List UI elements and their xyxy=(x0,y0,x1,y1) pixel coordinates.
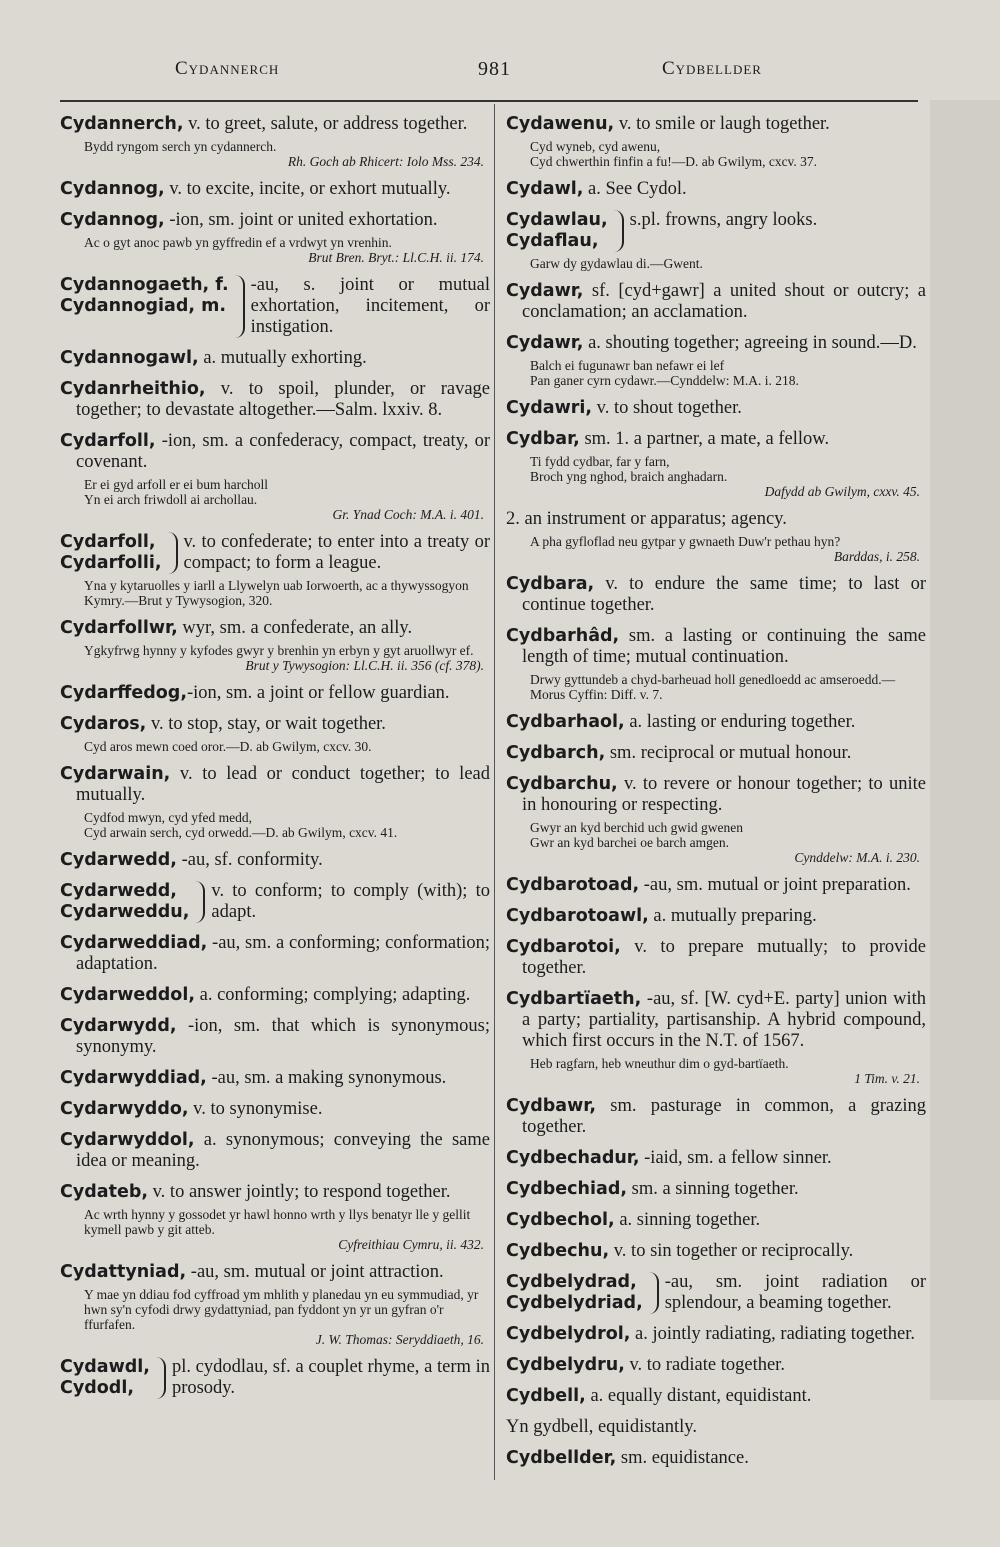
headword: Cydattyniad, xyxy=(60,1262,187,1282)
quotation-line: Drwy gyttundeb a chyd-barheuad holl genedloedd ac amseroedd.—Morus Cyffin: Diff. v. 7. xyxy=(530,672,896,702)
headword: Cydarfollwr, xyxy=(60,618,178,638)
dictionary-entry xyxy=(506,937,926,979)
headword: Cydanrheithio, xyxy=(60,379,206,399)
quotation-line: Cyd wyneb, cyd awenu, xyxy=(530,139,661,154)
quotation xyxy=(84,643,490,673)
headword: Cydbarhâd, xyxy=(506,626,620,646)
definition: v. to smile or laugh together. xyxy=(614,114,830,134)
quotation-line: Cydfod mwyn, cyd yfed medd, xyxy=(84,810,252,825)
dictionary-entry xyxy=(506,114,926,135)
headword-group xyxy=(506,1272,643,1314)
quotation-line: Pan ganer cyrn cydawr.—Cynddelw: M.A. i. 218. xyxy=(530,373,799,388)
running-header xyxy=(0,58,1000,88)
quotation-source: Brut y Tywysogion: Ll.C.H. ii. 356 (cf. 378). xyxy=(245,658,484,673)
headword: Cydannog, xyxy=(60,179,165,199)
quotation-line: Ti fydd cydbar, far y farn, xyxy=(530,454,670,469)
definition: -au, sf. [W. cyd+E. party] union with a party; partiality, partisanship. A hybrid compound, which first occurs in the N.T. of 1567. xyxy=(522,989,926,1051)
dictionary-entry xyxy=(60,1016,490,1058)
definition: sm. a lasting or continuing the same length of time; mutual continuation. xyxy=(522,626,926,667)
definition: v. to revere or honour together; to unite in honouring or respecting. xyxy=(522,774,926,815)
headword: Cydbelydrol, xyxy=(506,1324,631,1344)
headword: Cydarffedog, xyxy=(60,683,187,703)
quotation xyxy=(530,454,926,499)
definition: -au, s. joint or mutual exhortation, incitement, or instigation. xyxy=(250,275,490,337)
headword: Cydbelydrad, xyxy=(506,1272,637,1292)
brace xyxy=(154,1357,166,1399)
quotation xyxy=(84,739,490,754)
brace xyxy=(166,532,178,574)
quotation xyxy=(84,477,490,522)
definition: v. to endure the same time; to last or continue together. xyxy=(522,574,926,615)
dictionary-entry xyxy=(60,714,490,735)
quotation xyxy=(530,256,926,271)
headword: Cydbelydriad, xyxy=(506,1293,643,1313)
definition: v. to shout together. xyxy=(592,398,742,418)
quotation xyxy=(84,1287,490,1347)
quotation-line: A pha gyfloflad neu gytpar y gwnaeth Duw'r pethau hyn? xyxy=(530,534,841,549)
dictionary-entry xyxy=(506,1448,926,1469)
headword: Cydawr, xyxy=(506,333,584,353)
headword: Cydbarotoad, xyxy=(506,875,640,895)
dictionary-entry xyxy=(506,1179,926,1200)
dictionary-entry xyxy=(506,429,926,450)
headword: Cydawenu, xyxy=(506,114,615,134)
quotation-source: J. W. Thomas: Seryddiaeth, 16. xyxy=(315,1332,484,1347)
headword: Cydarfoll, xyxy=(60,431,156,451)
quotation-line: Yn ei arch friwdoll ai archollau. xyxy=(84,492,258,507)
headword: Cydarwedd, xyxy=(60,881,177,901)
quotation-source: Dafydd ab Gwilym, cxxv. 45. xyxy=(764,484,920,499)
page-edge-shadow xyxy=(930,100,1000,1400)
dictionary-entry xyxy=(60,114,490,135)
dictionary-entry xyxy=(506,179,926,200)
headword: Cydbarch, xyxy=(506,743,606,763)
quotation-line: Bydd ryngom serch yn cydannerch. xyxy=(84,139,277,154)
dictionary-entry xyxy=(506,509,926,530)
definition: a. equally distant, equidistant. xyxy=(585,1386,812,1406)
definition: v. to stop, stay, or wait together. xyxy=(146,714,386,734)
definition: v. to conform; to comply (with); to adapt. xyxy=(211,881,490,922)
headword: Cydawr, xyxy=(506,281,584,301)
quotation xyxy=(84,578,490,608)
quotation xyxy=(84,1207,490,1252)
headword: Cydbartïaeth, xyxy=(506,989,642,1009)
definition: sm. reciprocal or mutual honour. xyxy=(605,743,852,763)
entry-pair xyxy=(60,532,490,574)
definition: sm. a sinning together. xyxy=(627,1179,799,1199)
headword: Cydarfolli, xyxy=(60,553,162,573)
headword: Cydawlau, xyxy=(506,210,608,230)
quotation-line: Balch ei fugunawr ban nefawr ei lef xyxy=(530,358,725,373)
definition: wyr, sm. a confederate, an ally. xyxy=(177,618,413,638)
headword: Cydbechadur, xyxy=(506,1148,640,1168)
headword: Cydbawr, xyxy=(506,1096,596,1116)
dictionary-entry xyxy=(60,985,490,1006)
page-number: 981 xyxy=(478,58,511,80)
headword: Cydawdl, xyxy=(60,1357,150,1377)
headword: Cydbara, xyxy=(506,574,595,594)
headword: Cydarwain, xyxy=(60,764,171,784)
dictionary-entry xyxy=(60,683,490,704)
definition: a. shouting together; agreeing in sound.—D. xyxy=(583,333,917,353)
left-column xyxy=(60,114,490,1409)
headword: Cydarfoll, xyxy=(60,532,156,552)
header-left-guideword: Cydannerch xyxy=(175,58,280,79)
quotation xyxy=(84,810,490,840)
definition: v. to spoil, plunder, or ravage together; to devastate altogether.—Salm. lxxiv. 8. xyxy=(76,379,490,420)
headword: Cydarwyddiad, xyxy=(60,1068,207,1088)
dictionary-entry xyxy=(506,333,926,354)
headword: Cydarwedd, xyxy=(60,850,177,870)
definition: -ion, sm. joint or united exhortation. xyxy=(164,210,438,230)
header-right-guideword: Cydbellder xyxy=(662,58,762,79)
definition: a. sinning together. xyxy=(614,1210,761,1230)
quotation-line: Cyd aros mewn coed oror.—D. ab Gwilym, cxcv. 30. xyxy=(84,739,372,754)
dictionary-entry xyxy=(60,348,490,369)
definition: v. to confederate; to enter into a treaty or compact; to form a league. xyxy=(183,532,490,573)
definition: sm. equidistance. xyxy=(616,1448,749,1468)
dictionary-entry xyxy=(506,1417,926,1438)
headword-group xyxy=(60,1357,150,1399)
definition: a. jointly radiating, radiating together. xyxy=(630,1324,916,1344)
definition: sm. 1. a partner, a mate, a fellow. xyxy=(579,429,830,449)
quotation-line: Garw dy gydawlau di.—Gwent. xyxy=(530,256,703,271)
definition: -ion, sm. that which is synonymous; synonymy. xyxy=(76,1016,490,1057)
dictionary-entry xyxy=(506,875,926,896)
definition: v. to prepare mutually; to provide together. xyxy=(522,937,926,978)
quotation-line: Ygkyfrwg hynny y kyfodes gwyr y brenhin yn erbyn y gyt aruollwyr ef. xyxy=(84,643,474,658)
dictionary-entry xyxy=(506,398,926,419)
quotation-line: Cyd arwain serch, cyd orwedd.—D. ab Gwilym, cxcv. 41. xyxy=(84,825,398,840)
headword: Cydbechol, xyxy=(506,1210,615,1230)
definition: Yn gydbell, equidistantly. xyxy=(506,1417,697,1437)
quotation xyxy=(84,235,490,265)
definition: v. to radiate together. xyxy=(624,1355,785,1375)
dictionary-entry xyxy=(60,179,490,200)
headword: Cydawl, xyxy=(506,179,584,199)
right-column xyxy=(506,114,926,1479)
dictionary-entry xyxy=(506,1355,926,1376)
quotation xyxy=(530,358,926,388)
brace xyxy=(233,275,245,338)
dictionary-entry xyxy=(506,1210,926,1231)
headword: Cydarwyddo, xyxy=(60,1099,189,1119)
quotation-source: Cyfreithiau Cymru, ii. 432. xyxy=(338,1237,484,1252)
dictionary-entry xyxy=(60,764,490,806)
headword: Cydbechiad, xyxy=(506,1179,627,1199)
quotation-source: Barddas, i. 258. xyxy=(833,549,920,564)
quotation-line: Ac o gyt anoc pawb yn gyffredin ef a vrdwyt yn vrenhin. xyxy=(84,235,392,250)
header-rule xyxy=(60,100,918,102)
definition: 2. an instrument or apparatus; agency. xyxy=(506,509,787,529)
definition: -ion, sm. a confederacy, compact, treaty, or covenant. xyxy=(76,431,490,472)
definition: -iaid, sm. a fellow sinner. xyxy=(639,1148,832,1168)
headword: Cydbell, xyxy=(506,1386,586,1406)
dictionary-entry xyxy=(506,1241,926,1262)
headword-group xyxy=(60,532,162,574)
headword: Cydaflau, xyxy=(506,231,599,251)
definition: a. See Cydol. xyxy=(583,179,687,199)
quotation xyxy=(84,139,490,169)
headword: Cydbelydru, xyxy=(506,1355,625,1375)
entry-pair xyxy=(60,1357,490,1399)
definition: sf. [cyd+gawr] a united shout or outcry; a conclamation; an acclamation. xyxy=(522,281,926,322)
headword-group xyxy=(60,275,229,338)
definition: v. to excite, incite, or exhort mutually. xyxy=(164,179,451,199)
entry-pair xyxy=(60,881,490,923)
headword: Cydannogaeth, f. xyxy=(60,275,229,295)
brace xyxy=(612,210,624,252)
dictionary-entry xyxy=(60,850,490,871)
quotation-source: 1 Tim. v. 21. xyxy=(854,1071,920,1086)
headword: Cydbarotoawl, xyxy=(506,906,649,926)
headword: Cydaros, xyxy=(60,714,147,734)
dictionary-entry xyxy=(60,1099,490,1120)
definition: v. to sin together or reciprocally. xyxy=(609,1241,854,1261)
headword-group xyxy=(60,881,189,923)
definition: -ion, sm. a joint or fellow guardian. xyxy=(187,683,450,703)
brace xyxy=(647,1272,659,1314)
quotation-line: Cyd chwerthin finfin a fu!—D. ab Gwilym, cxcv. 37. xyxy=(530,154,818,169)
headword: Cydbarotoi, xyxy=(506,937,621,957)
dictionary-entry xyxy=(60,618,490,639)
headword: Cydbechu, xyxy=(506,1241,610,1261)
quotation-source: Cynddelw: M.A. i. 230. xyxy=(794,850,920,865)
definition: s.pl. frowns, angry looks. xyxy=(629,210,818,230)
dictionary-entry xyxy=(506,281,926,323)
headword: Cydarweddiad, xyxy=(60,933,208,953)
entry-pair xyxy=(506,210,926,252)
dictionary-entry xyxy=(60,210,490,231)
quotation-line: Heb ragfarn, heb wneuthur dim o gyd-bartïaeth. xyxy=(530,1056,789,1071)
quotation-source: Gr. Ynad Coch: M.A. i. 401. xyxy=(332,507,484,522)
headword: Cydarwyddol, xyxy=(60,1130,195,1150)
dictionary-entry xyxy=(60,1262,490,1283)
quotation-line: Y mae yn ddiau fod cyffroad ym mhlith y planedau yn eu symmudiad, yr hwn sy'n cyfodi drwy gydattyniad, pan fyddont yn yr un gyfran o'r ffurfafen. xyxy=(84,1287,479,1332)
quotation-line: Er ei gyd arfoll er ei bum harcholl xyxy=(84,477,269,492)
quotation xyxy=(530,1056,926,1086)
column-divider xyxy=(494,104,495,1480)
headword: Cydateb, xyxy=(60,1182,148,1202)
headword: Cydannogiad, m. xyxy=(60,296,227,316)
definition: v. to answer jointly; to respond together. xyxy=(148,1182,451,1202)
dictionary-entry xyxy=(506,906,926,927)
definition: v. to lead or conduct together; to lead mutually. xyxy=(76,764,490,805)
headword: Cydodl, xyxy=(60,1378,134,1398)
definition: -au, sm. a making synonymous. xyxy=(206,1068,447,1088)
dictionary-entry xyxy=(506,774,926,816)
dictionary-entry xyxy=(506,712,926,733)
dictionary-entry xyxy=(506,1324,926,1345)
headword-group xyxy=(506,210,608,252)
headword: Cydarweddu, xyxy=(60,902,190,922)
dictionary-entry xyxy=(506,1096,926,1138)
definition: sm. pasturage in common, a grazing together. xyxy=(522,1096,926,1137)
headword: Cydbarhaol, xyxy=(506,712,625,732)
headword: Cydannogawl, xyxy=(60,348,199,368)
quotation xyxy=(530,139,926,169)
entry-pair xyxy=(506,1272,926,1314)
headword: Cydbar, xyxy=(506,429,580,449)
definition: -au, sm. joint radiation or splendour, a beaming together. xyxy=(664,1272,926,1313)
definition: -au, sm. mutual or joint attraction. xyxy=(186,1262,444,1282)
definition: a. mutually exhorting. xyxy=(198,348,367,368)
quotation xyxy=(530,820,926,865)
dictionary-entry xyxy=(506,989,926,1052)
dictionary-entry xyxy=(60,1130,490,1172)
quotation xyxy=(530,672,926,702)
dictionary-entry xyxy=(60,1068,490,1089)
headword: Cydannog, xyxy=(60,210,165,230)
definition: pl. cydodlau, sf. a couplet rhyme, a term in prosody. xyxy=(171,1357,490,1398)
definition: v. to greet, salute, or address together. xyxy=(183,114,468,134)
definition: a. synonymous; conveying the same idea or meaning. xyxy=(76,1130,490,1171)
dictionary-entry xyxy=(60,933,490,975)
headword: Cydawri, xyxy=(506,398,593,418)
definition: a. mutually preparing. xyxy=(648,906,817,926)
quotation-line: Broch yng nghod, braich anghadarn. xyxy=(530,469,728,484)
definition: -au, sf. conformity. xyxy=(176,850,323,870)
brace xyxy=(193,881,205,923)
definition: -au, sm. mutual or joint preparation. xyxy=(639,875,911,895)
quotation xyxy=(530,534,926,564)
dictionary-entry xyxy=(506,1386,926,1407)
headword: Cydarweddol, xyxy=(60,985,195,1005)
dictionary-entry xyxy=(60,379,490,421)
quotation-line: Gwyr an kyd berchid uch gwid gwenen xyxy=(530,820,743,835)
dictionary-entry xyxy=(60,431,490,473)
quotation-source: Brut Bren. Bryt.: Ll.C.H. ii. 174. xyxy=(308,250,484,265)
headword: Cydbellder, xyxy=(506,1448,617,1468)
headword: Cydarwydd, xyxy=(60,1016,177,1036)
entry-pair xyxy=(60,275,490,338)
quotation-source: Rh. Goch ab Rhicert: Iolo Mss. 234. xyxy=(287,154,484,169)
quotation-line: Ac wrth hynny y gossodet yr hawl honno wrth y llys benatyr lle y gellit kymell pawb y git atteb. xyxy=(84,1207,471,1237)
quotation-line: Gwr an kyd barchei oe barch amgen. xyxy=(530,835,730,850)
dictionary-entry xyxy=(506,626,926,668)
definition: -au, sm. a conforming; conformation; adaptation. xyxy=(76,933,490,974)
dictionary-entry xyxy=(506,574,926,616)
dictionary-entry xyxy=(506,743,926,764)
headword: Cydannerch, xyxy=(60,114,184,134)
quotation-line: Yna y kytaruolles y iarll a Llywelyn uab Iorwoerth, ac a thywyssogyon Kymry.—Brut y Tywysogion, 320. xyxy=(84,578,469,608)
definition: a. lasting or enduring together. xyxy=(624,712,856,732)
definition: a. conforming; complying; adapting. xyxy=(194,985,471,1005)
definition: v. to synonymise. xyxy=(188,1099,323,1119)
dictionary-entry xyxy=(506,1148,926,1169)
dictionary-entry xyxy=(60,1182,490,1203)
headword: Cydbarchu, xyxy=(506,774,618,794)
